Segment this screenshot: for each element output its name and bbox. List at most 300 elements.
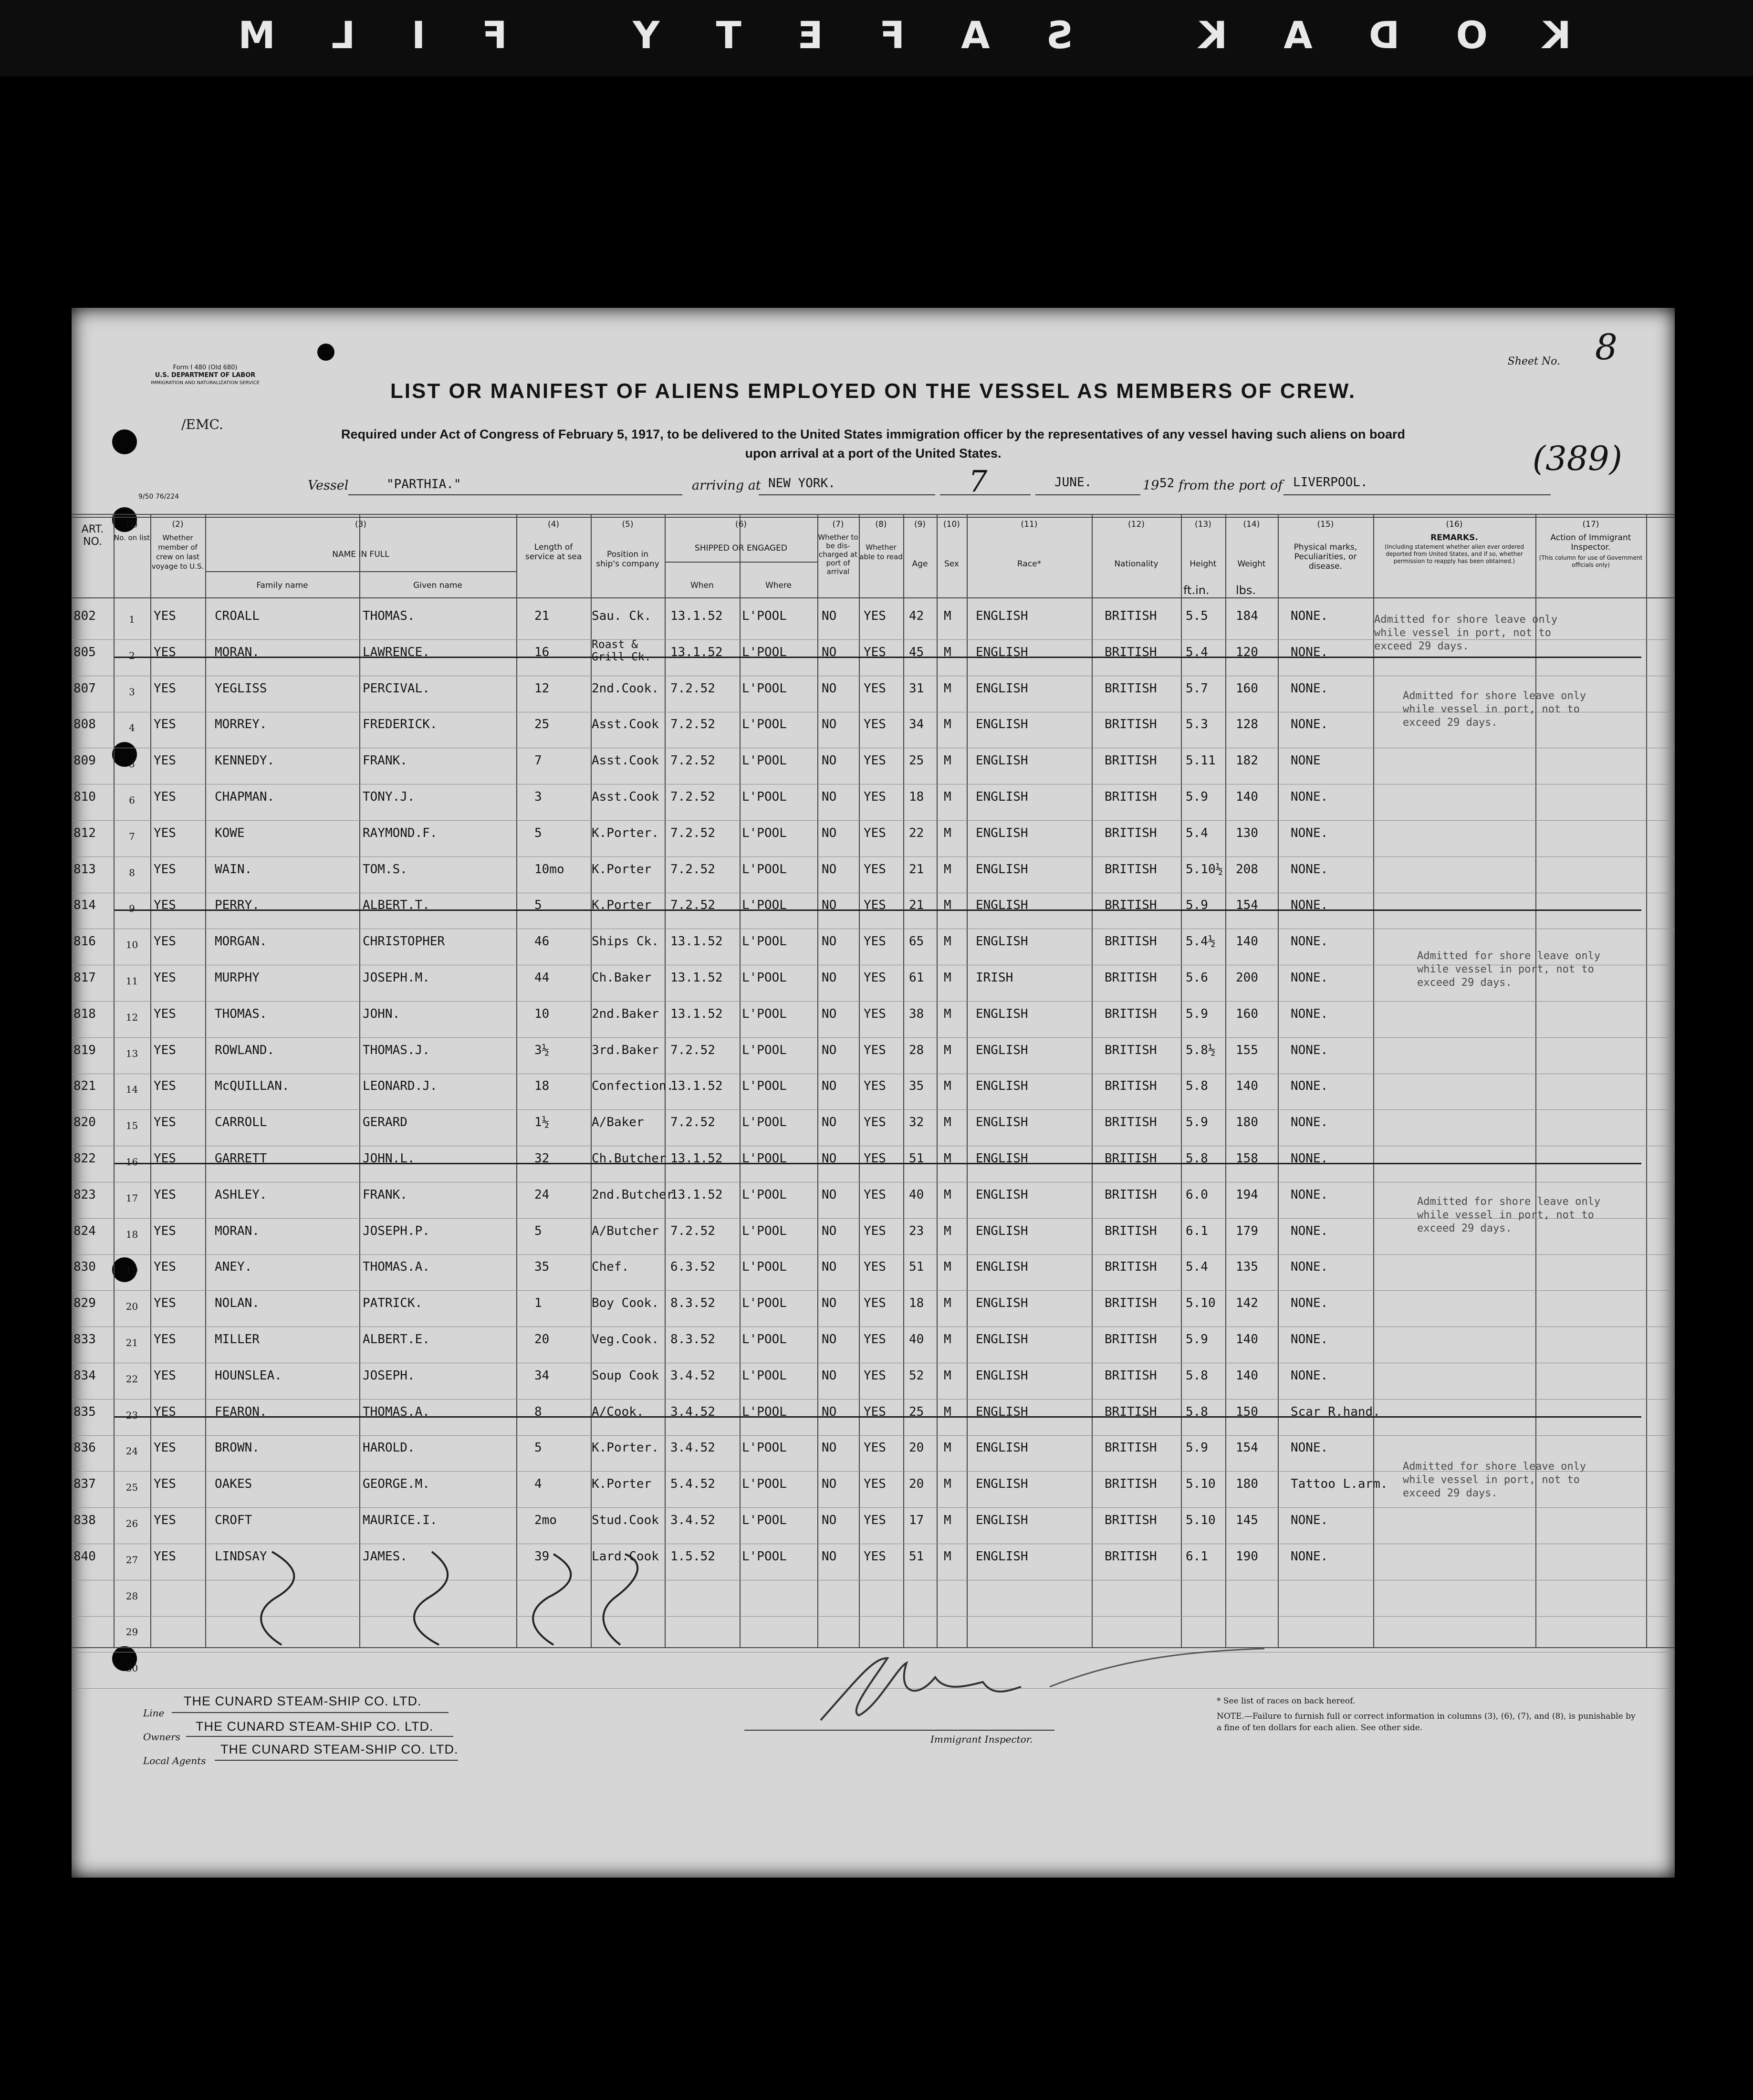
discharged: NO (822, 1115, 837, 1130)
age: 51 (909, 1260, 924, 1275)
sex: M (944, 1079, 951, 1094)
header-17: Action of Immigrant Inspector. (1550, 533, 1631, 552)
given-name: THOMAS. (363, 609, 415, 623)
discharged: NO (822, 790, 837, 804)
shipped-where: L'POOL (742, 1368, 787, 1383)
shipped-where: L'POOL (742, 1513, 787, 1527)
position: Ch.Baker (592, 971, 652, 985)
weight: 140 (1236, 934, 1258, 949)
nationality: BRITISH (1105, 609, 1157, 623)
height: 5.8 (1186, 1368, 1208, 1383)
height: 5.9 (1186, 1006, 1208, 1021)
owners-value: THE CUNARD STEAM-SHIP CO. LTD. (196, 1719, 434, 1734)
header-6b: Where (765, 581, 792, 590)
family-name: PERRY. (215, 898, 260, 913)
given-name: THOMAS.J. (363, 1043, 430, 1057)
service-length: 16 (534, 645, 550, 659)
line-value: THE CUNARD STEAM-SHIP CO. LTD. (184, 1694, 422, 1708)
box-number: (389) (1532, 439, 1622, 478)
shipped-when: 13.1.52 (670, 1006, 723, 1021)
age: 18 (909, 790, 924, 804)
inspector-label: Immigrant Inspector. (930, 1734, 1033, 1745)
art-no: 808 (73, 717, 96, 732)
list-no: 21 (125, 1337, 138, 1348)
weight: 190 (1236, 1549, 1258, 1564)
list-no: 23 (125, 1409, 138, 1421)
nationality: BRITISH (1105, 1043, 1157, 1057)
physical-marks: NONE. (1291, 1187, 1328, 1202)
position: Asst.Cook (592, 753, 659, 768)
discharged: NO (822, 753, 837, 768)
weight: 128 (1236, 717, 1258, 732)
sex: M (944, 645, 951, 659)
sex: M (944, 1441, 951, 1455)
height: 6.1 (1186, 1223, 1208, 1238)
able-to-read: YES (864, 1151, 886, 1166)
header-11-num: (11) (1021, 520, 1038, 529)
list-no: 10 (125, 939, 138, 951)
art-no: 837 (73, 1477, 96, 1492)
given-name: THOMAS.A. (363, 1260, 430, 1275)
physical-marks: NONE (1291, 753, 1321, 768)
shipped-when: 13.1.52 (670, 1151, 723, 1166)
shipped-when: 7.2.52 (670, 1115, 715, 1130)
age: 34 (909, 717, 924, 732)
list-no: 28 (125, 1590, 138, 1602)
nationality: BRITISH (1105, 717, 1157, 732)
shipped-where: L'POOL (742, 753, 787, 768)
height: 6.0 (1186, 1187, 1208, 1202)
given-name: JOHN.L. (363, 1151, 415, 1166)
race: ENGLISH (976, 825, 1028, 840)
race: ENGLISH (976, 934, 1028, 949)
height: 5.8 (1186, 1151, 1208, 1166)
sex: M (944, 609, 951, 623)
given-name: JOSEPH.M. (363, 971, 430, 985)
sheet-number: 8 (1595, 327, 1617, 368)
shipped-when: 13.1.52 (670, 645, 723, 659)
shipped-when: 8.3.52 (670, 1296, 715, 1311)
list-no: 5 (129, 758, 135, 770)
discharged: NO (822, 1079, 837, 1094)
race: ENGLISH (976, 1260, 1028, 1275)
age: 38 (909, 1006, 924, 1021)
discharged: NO (822, 681, 837, 696)
shipped-when: 13.1.52 (670, 1079, 723, 1094)
crew-last-voyage: YES (154, 1513, 176, 1527)
art-no: 819 (73, 1043, 96, 1057)
line-label: Line (143, 1707, 165, 1719)
able-to-read: YES (864, 753, 886, 768)
shipped-when: 7.2.52 (670, 717, 715, 732)
family-name: CROFT (215, 1513, 252, 1527)
position: Sau. Ck. (592, 609, 652, 623)
height: 5.10 (1186, 1477, 1216, 1492)
art-no: 824 (73, 1223, 96, 1238)
sex: M (944, 1296, 951, 1311)
given-name: TOM.S. (363, 862, 407, 877)
nationality: BRITISH (1105, 934, 1157, 949)
header-4-num: (4) (547, 520, 560, 529)
shipped-where: L'POOL (742, 1332, 787, 1347)
nationality: BRITISH (1105, 1549, 1157, 1564)
nationality: BRITISH (1105, 1368, 1157, 1383)
fine-note: NOTE.—Failure to furnish full or correct information in columns (3), (6), (7), and (8), is punishable by a fine of ten dollars for each alien. See other side. (1217, 1712, 1636, 1733)
race-note: * See list of races on back hereof. (1217, 1696, 1356, 1706)
shipped-when: 3.4.52 (670, 1368, 715, 1383)
crew-last-voyage: YES (154, 1187, 176, 1202)
service-length: 7 (534, 753, 542, 768)
shipped-where: L'POOL (742, 1260, 787, 1275)
page-title: LIST OR MANIFEST OF ALIENS EMPLOYED ON THE VESSEL AS MEMBERS OF CREW. (390, 379, 1356, 403)
given-name: PERCIVAL. (363, 681, 430, 696)
list-no: 1 (129, 614, 135, 625)
weight: 155 (1236, 1043, 1258, 1057)
race: ENGLISH (976, 609, 1028, 623)
shipped-where: L'POOL (742, 1223, 787, 1238)
subtitle (253, 425, 1493, 463)
crew-last-voyage: YES (154, 1549, 176, 1564)
given-name: MAURICE.I. (363, 1513, 438, 1527)
discharged: NO (822, 1151, 837, 1166)
art-no: 838 (73, 1513, 96, 1527)
crew-last-voyage: YES (154, 681, 176, 696)
shipped-when: 3.4.52 (670, 1441, 715, 1455)
list-no: 8 (129, 867, 135, 878)
age: 20 (909, 1477, 924, 1492)
given-name: JOSEPH.P. (363, 1223, 430, 1238)
art-no: 809 (73, 753, 96, 768)
position: 2nd.Cook. (592, 681, 659, 696)
subtitle-line-2: upon arrival at a port of the United States. (745, 446, 1002, 460)
able-to-read: YES (864, 934, 886, 949)
sheet-label: Sheet No. (1507, 355, 1560, 367)
header-12: Nationality (1114, 559, 1158, 569)
physical-marks: NONE. (1291, 1223, 1328, 1238)
physical-marks: NONE. (1291, 1006, 1328, 1021)
height: 5.9 (1186, 790, 1208, 804)
physical-marks: NONE. (1291, 1043, 1328, 1057)
physical-marks: NONE. (1291, 825, 1328, 840)
family-name: MORAN. (215, 645, 260, 659)
service-length: 46 (534, 934, 550, 949)
sex: M (944, 1223, 951, 1238)
shipped-when: 13.1.52 (670, 1187, 723, 1202)
age: 32 (909, 1115, 924, 1130)
header-15: Physical marks, Peculiarities, or disease. (1294, 543, 1357, 571)
physical-marks: NONE. (1291, 1151, 1328, 1166)
header-2: Whether member of crew on last voyage to U.S. (151, 533, 204, 571)
nationality: BRITISH (1105, 1296, 1157, 1311)
sex: M (944, 1006, 951, 1021)
weight: 140 (1236, 1368, 1258, 1383)
age: 52 (909, 1368, 924, 1383)
shipped-where: L'POOL (742, 1441, 787, 1455)
art-no: 820 (73, 1115, 96, 1130)
crew-last-voyage: YES (154, 1115, 176, 1130)
able-to-read: YES (864, 1223, 886, 1238)
weight: 160 (1236, 681, 1258, 696)
nationality: BRITISH (1105, 1187, 1157, 1202)
age: 25 (909, 1404, 924, 1419)
able-to-read: YES (864, 825, 886, 840)
service-length: 32 (534, 1151, 550, 1166)
position: A/Cook. (592, 1404, 644, 1419)
given-name: HAROLD. (363, 1441, 415, 1455)
shipped-when: 13.1.52 (670, 609, 723, 623)
film-edge-text: KODAK SAFETY FILM (182, 14, 1571, 57)
age: 61 (909, 971, 924, 985)
race: ENGLISH (976, 1151, 1028, 1166)
art-no: 821 (73, 1079, 96, 1094)
shipped-when: 3.4.52 (670, 1404, 715, 1419)
agents-label: Local Agents (143, 1755, 206, 1766)
year-prefix: 19 (1143, 478, 1159, 493)
shipped-when: 8.3.52 (670, 1332, 715, 1347)
discharged: NO (822, 862, 837, 877)
weight: 120 (1236, 645, 1258, 659)
art-no: 810 (73, 790, 96, 804)
header-3b: Given name (413, 581, 462, 590)
shipped-where: L'POOL (742, 717, 787, 732)
position: Veg.Cook. (592, 1332, 659, 1347)
physical-marks: NONE. (1291, 1549, 1328, 1564)
crew-last-voyage: YES (154, 645, 176, 659)
family-name: WAIN. (215, 862, 252, 877)
service-length: 12 (534, 681, 550, 696)
given-name: RAYMOND.F. (363, 825, 438, 840)
position: 3rd.Baker (592, 1043, 659, 1057)
given-name: JOHN. (363, 1006, 400, 1021)
nationality: BRITISH (1105, 1115, 1157, 1130)
header-5-num: (5) (622, 520, 634, 529)
service-length: 3½ (534, 1043, 550, 1057)
shipped-when: 7.2.52 (670, 790, 715, 804)
admission-stamp: Admitted for shore leave only while vessel in port, not to exceed 29 days. (1417, 1196, 1601, 1234)
art-no: 840 (73, 1549, 96, 1564)
discharged: NO (822, 1043, 837, 1057)
height: 5.9 (1186, 1115, 1208, 1130)
sex: M (944, 717, 951, 732)
sex: M (944, 1368, 951, 1383)
physical-marks: NONE. (1291, 717, 1328, 732)
age: 42 (909, 609, 924, 623)
list-no: 3 (129, 686, 135, 698)
form-ref: 9/50 76/224 (138, 493, 179, 501)
punch-hole-icon (112, 429, 137, 454)
vessel-label: Vessel (308, 478, 349, 493)
manifest-sheet (72, 308, 1675, 1878)
service-length: 44 (534, 971, 550, 985)
age: 45 (909, 645, 924, 659)
physical-marks: NONE. (1291, 681, 1328, 696)
art-no: 805 (73, 645, 96, 659)
list-no: 13 (125, 1047, 138, 1059)
family-name: MILLER (215, 1332, 260, 1347)
position: Confection. (592, 1079, 674, 1094)
crew-last-voyage: YES (154, 1404, 176, 1419)
list-no: 6 (129, 794, 135, 806)
age: 31 (909, 681, 924, 696)
crew-last-voyage: YES (154, 971, 176, 985)
sex: M (944, 1151, 951, 1166)
arrival-month: JUNE. (1054, 475, 1092, 490)
list-no: 2 (129, 649, 135, 661)
crew-last-voyage: YES (154, 1006, 176, 1021)
list-no: 16 (125, 1156, 138, 1168)
position: Asst.Cook (592, 717, 659, 732)
admission-stamp: Admitted for shore leave only while vessel in port, not to exceed 29 days. (1374, 614, 1558, 652)
weight: 182 (1236, 753, 1258, 768)
footer (72, 1649, 1675, 1878)
age: 21 (909, 898, 924, 913)
age: 23 (909, 1223, 924, 1238)
nationality: BRITISH (1105, 1441, 1157, 1455)
service-length: 5 (534, 1441, 542, 1455)
list-no: 25 (125, 1482, 138, 1494)
given-name: FRANK. (363, 753, 407, 768)
discharged: NO (822, 1187, 837, 1202)
shipped-where: L'POOL (742, 1006, 787, 1021)
crew-last-voyage: YES (154, 825, 176, 840)
crew-last-voyage: YES (154, 753, 176, 768)
nationality: BRITISH (1105, 1223, 1157, 1238)
age: 35 (909, 1079, 924, 1094)
shipped-when: 7.2.52 (670, 862, 715, 877)
header-8-num: (8) (875, 520, 887, 529)
service-length: 10 (534, 1006, 550, 1021)
departure-port: LIVERPOOL. (1293, 475, 1368, 490)
weight: 154 (1236, 898, 1258, 913)
race: ENGLISH (976, 1477, 1028, 1492)
weight: 150 (1236, 1404, 1258, 1419)
header-17-note: (This column for use of Government officials only) (1539, 554, 1643, 568)
nationality: BRITISH (1105, 1079, 1157, 1094)
race: ENGLISH (976, 1549, 1028, 1564)
height: 5.8 (1186, 1079, 1208, 1094)
discharged: NO (822, 717, 837, 732)
list-no: 27 (125, 1554, 138, 1566)
shipped-when: 7.2.52 (670, 753, 715, 768)
shipped-when: 7.2.52 (670, 1043, 715, 1057)
art-no: 814 (73, 898, 96, 913)
race: ENGLISH (976, 1404, 1028, 1419)
from-label: from the port of (1179, 478, 1283, 493)
weight: 160 (1236, 1006, 1258, 1021)
physical-marks: NONE. (1291, 1332, 1328, 1347)
race: ENGLISH (976, 1296, 1028, 1311)
race: ENGLISH (976, 1079, 1028, 1094)
crew-last-voyage: YES (154, 862, 176, 877)
header-6-num: (6) (735, 520, 747, 529)
given-name: GERARD (363, 1115, 407, 1130)
service-length: 2mo (534, 1513, 557, 1527)
service-length: 5 (534, 825, 542, 840)
header-9: Age (912, 559, 928, 569)
header-1: No. on list (114, 533, 150, 542)
form-number: Form I 480 (Old 680) (173, 364, 238, 371)
family-name: THOMAS. (215, 1006, 267, 1021)
header-13: Height (1190, 559, 1217, 569)
family-name: HOUNSLEA. (215, 1368, 282, 1383)
age: 51 (909, 1549, 924, 1564)
service-length: 18 (534, 1079, 550, 1094)
service-length: 34 (534, 1368, 550, 1383)
nationality: BRITISH (1105, 753, 1157, 768)
list-no: 12 (125, 1011, 138, 1023)
physical-marks: NONE. (1291, 1079, 1328, 1094)
crew-last-voyage: YES (154, 1477, 176, 1492)
position: Boy Cook. (592, 1296, 659, 1311)
list-no: 7 (129, 830, 135, 842)
physical-marks: NONE. (1291, 1296, 1328, 1311)
header-10: Sex (944, 559, 959, 569)
art-no: 823 (73, 1187, 96, 1202)
height: 5.4½ (1186, 934, 1216, 949)
weight: 194 (1236, 1187, 1258, 1202)
race: ENGLISH (976, 1115, 1028, 1130)
discharged: NO (822, 1223, 837, 1238)
crew-last-voyage: YES (154, 1332, 176, 1347)
service-length: 21 (534, 609, 550, 623)
header-1-num: (1) (126, 520, 138, 529)
list-no: 30 (125, 1662, 138, 1674)
header-5: Position in ship's company (596, 550, 659, 569)
able-to-read: YES (864, 1441, 886, 1455)
shipped-when: 7.2.52 (670, 681, 715, 696)
physical-marks: Scar R.hand. (1291, 1404, 1380, 1419)
height: 5.7 (1186, 681, 1208, 696)
age: 17 (909, 1513, 924, 1527)
age: 21 (909, 862, 924, 877)
shipped-when: 3.4.52 (670, 1513, 715, 1527)
able-to-read: YES (864, 1513, 886, 1527)
list-no: 22 (125, 1373, 138, 1385)
sex: M (944, 898, 951, 913)
crew-last-voyage: YES (154, 1296, 176, 1311)
physical-marks: NONE. (1291, 1260, 1328, 1275)
height: 5.10 (1186, 1296, 1216, 1311)
given-name: PATRICK. (363, 1296, 423, 1311)
arrival-day: 7 (969, 464, 988, 499)
nationality: BRITISH (1105, 971, 1157, 985)
able-to-read: YES (864, 1404, 886, 1419)
crew-last-voyage: YES (154, 898, 176, 913)
able-to-read: YES (864, 1260, 886, 1275)
family-name: CHAPMAN. (215, 790, 275, 804)
given-name: FREDERICK. (363, 717, 438, 732)
race: ENGLISH (976, 790, 1028, 804)
height: 5.6 (1186, 971, 1208, 985)
header-11: Race* (1017, 559, 1042, 569)
nationality: BRITISH (1105, 1260, 1157, 1275)
shipped-when: 5.4.52 (670, 1477, 715, 1492)
able-to-read: YES (864, 1477, 886, 1492)
sex: M (944, 753, 951, 768)
able-to-read: YES (864, 971, 886, 985)
list-no: 20 (125, 1301, 138, 1313)
able-to-read: YES (864, 862, 886, 877)
discharged: NO (822, 934, 837, 949)
crew-last-voyage: YES (154, 934, 176, 949)
weight: 135 (1236, 1260, 1258, 1275)
header-6: SHIPPED OR ENGAGED (695, 543, 787, 553)
position: Roast & Grill Ck. (592, 638, 651, 663)
family-name: BROWN. (215, 1441, 260, 1455)
race: ENGLISH (976, 681, 1028, 696)
physical-marks: NONE. (1291, 1441, 1328, 1455)
able-to-read: YES (864, 1187, 886, 1202)
